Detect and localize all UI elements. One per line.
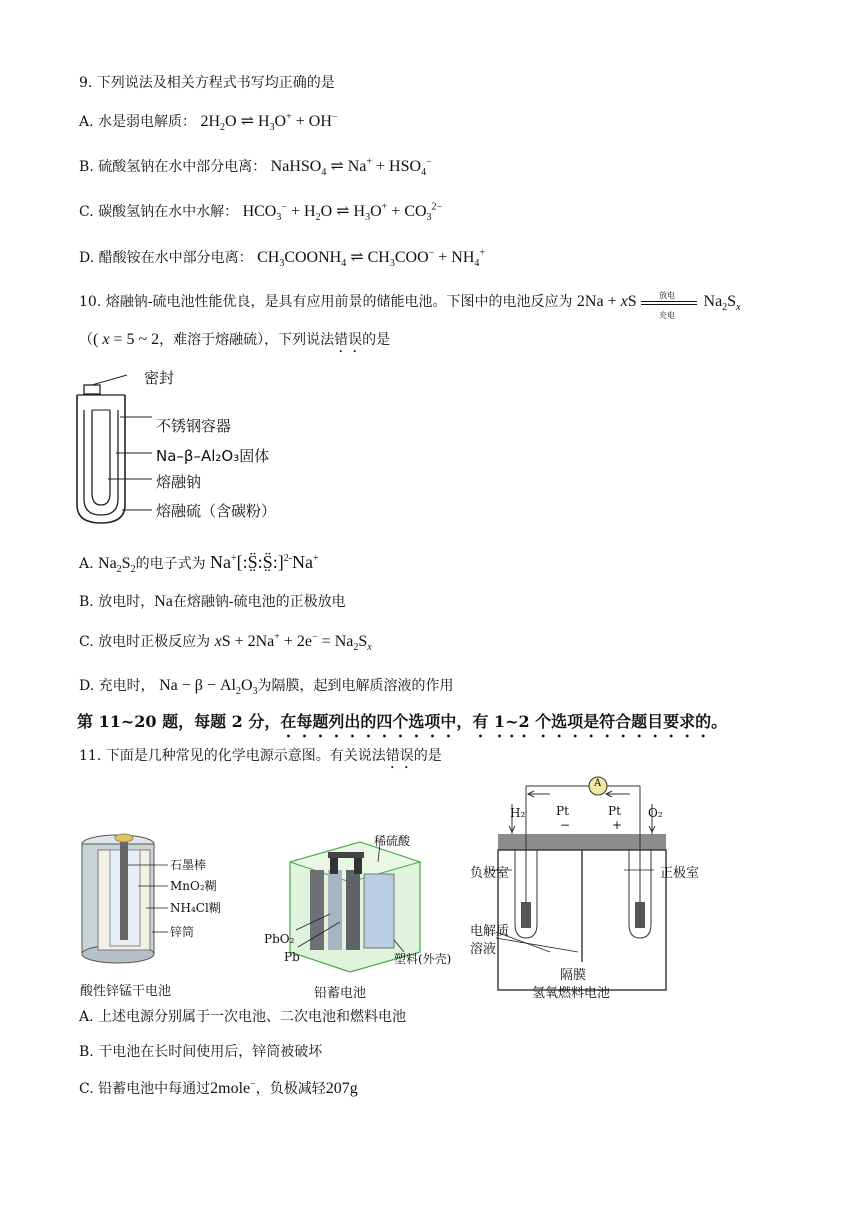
- label-solution: 溶液: [470, 942, 497, 957]
- q11-option-c: C. 铅蓄电池中每通过2mole−，负极减轻207g: [79, 1078, 358, 1097]
- option-label: B. 硫酸氢钠在水中部分电离：: [79, 159, 267, 175]
- q10-option-a: A. $Na_2S_2$的电子式为 Na+[:S̤̈:S̤̈:]$^{2-}$Na+: [79, 552, 319, 576]
- q9-option-a: A. 水是弱电解质： $2H_2O$ ⇌ $H_3O^+ + OH^-$: [79, 111, 338, 134]
- q10-stem-condition: （( x = 5 ~ 2，难溶于熔融硫），下列说法错误的是: [79, 331, 391, 348]
- q10-option-c: C. 放电时正极反应为 xS + $2Na^+ + 2e^- = Na_2S_x$: [79, 631, 372, 654]
- q10-option-d: D. 充电时， $Na - \beta - Al_2O_3$为隔膜，起到电解质溶液的作用: [79, 677, 454, 698]
- option-label: B. 放电时，: [79, 594, 155, 610]
- option-label: A.: [79, 556, 94, 572]
- label-o2: O₂: [648, 806, 663, 820]
- label-pbo2: PbO₂: [264, 932, 295, 946]
- fuel-cell-caption: 氢氧燃料电池: [532, 986, 611, 1001]
- option-label: C. 放电时正极反应为: [79, 634, 211, 650]
- q9-option-b: B. 硫酸氢钠在水中部分电离： NaHSO$_4$ ⇌ $Na^+ + HSO_4^-$: [79, 156, 432, 179]
- label-nh4cl-paste: NH₄Cl糊: [170, 901, 221, 915]
- label-pb: Pb: [284, 950, 300, 964]
- label-membrane: 隔膜: [560, 968, 587, 983]
- q9-option-d: D. 醋酸铵在水中部分电离： $CH_3COONH_4$ ⇌ $CH_3COO^- + NH_4^+$: [79, 247, 486, 270]
- dry-cell-caption: 酸性锌锰干电池: [80, 984, 172, 999]
- q10-option-b: B. 放电时，Na在熔融钠-硫电池的正极放电: [79, 593, 346, 610]
- label-molten-s: 熔融硫（含碳粉）: [156, 502, 277, 520]
- label-pt-negative: Pt: [556, 804, 569, 818]
- label-beta-alumina: Na–β–Al₂O₃固体: [156, 447, 270, 465]
- emphasis-text: 错误: [334, 332, 363, 348]
- lead-battery-caption: 铅蓄电池: [314, 986, 367, 1001]
- q9-option-c: C. 碳酸氢钠在水中水解： $HCO_3^- + H_2O$ ⇌ $H_3O^+ + CO_3^{2-}$: [79, 201, 443, 224]
- q10-stem-text: 10. 熔融钠-硫电池性能优良，是具有应用前景的储能电池。下图中的电池反应为: [79, 294, 573, 310]
- emphasis-text: 在每题列出的四个选项中，有 1~2 个选项是符合题目要求的。: [280, 712, 728, 731]
- section-header: 第 11~20 题，每题 2 分，在每题列出的四个选项中，有 1~2 个选项是符合题目要求的。: [77, 712, 728, 731]
- label-plastic-shell: 塑料(外壳): [394, 952, 452, 966]
- na-s-cell-figure: [72, 365, 332, 525]
- q11-option-a: A. 上述电源分别属于一次电池、二次电池和燃料电池: [79, 1009, 407, 1025]
- q10-stem: 10. 熔融钠-硫电池性能优良，是具有应用前景的储能电池。下图中的电池反应为 2Na + xS 放电 充电 $Na_2S_x$: [79, 292, 741, 312]
- label-pt-positive: Pt: [608, 804, 621, 818]
- reversible-arrow: [641, 291, 699, 320]
- q11-option-b: B. 干电池在长时间使用后，锌筒被破坏: [79, 1044, 323, 1060]
- q11-stem: 11. 下面是几种常见的化学电源示意图。有关说法错误的是: [79, 748, 442, 764]
- dry-cell-figure: [78, 830, 258, 1000]
- label-molten-na: 熔融钠: [156, 473, 202, 491]
- label-graphite-rod: 石墨棒: [170, 858, 207, 872]
- emphasis-text: 错误: [385, 748, 414, 764]
- label-seal: 密封: [144, 369, 175, 387]
- option-label: D. 充电时，: [79, 678, 155, 694]
- fuel-cell-figure: [470, 774, 710, 1000]
- label-mno2-paste: MnO₂糊: [170, 879, 217, 893]
- label-positive-chamber: 正极室: [660, 866, 700, 881]
- label-electrolyte: 电解质: [470, 924, 510, 939]
- label-plus-sign: +: [612, 818, 623, 832]
- label-minus-sign: −: [560, 818, 571, 832]
- option-label: C. 碳酸氢钠在水中水解：: [79, 204, 239, 220]
- label-zinc-can: 锌筒: [170, 925, 195, 939]
- q9-stem: 9. 下列说法及相关方程式书写均正确的是: [79, 75, 335, 91]
- option-label: D. 醋酸铵在水中部分电离：: [79, 250, 253, 266]
- label-dilute-sulfuric: 稀硫酸: [374, 834, 411, 848]
- label-steel-container: 不锈钢容器: [156, 417, 232, 435]
- label-negative-chamber: 负极室: [470, 866, 510, 881]
- option-label: A. 水是弱电解质：: [79, 114, 197, 130]
- option-label: C. 铅蓄电池中每通过: [79, 1081, 211, 1097]
- label-h2: H₂: [510, 806, 526, 820]
- lead-battery-figure: [264, 832, 470, 1002]
- ammeter-label: A: [594, 778, 602, 789]
- arrow-bottom-label: 充电: [659, 311, 676, 320]
- arrow-top-label: 放电: [659, 291, 676, 300]
